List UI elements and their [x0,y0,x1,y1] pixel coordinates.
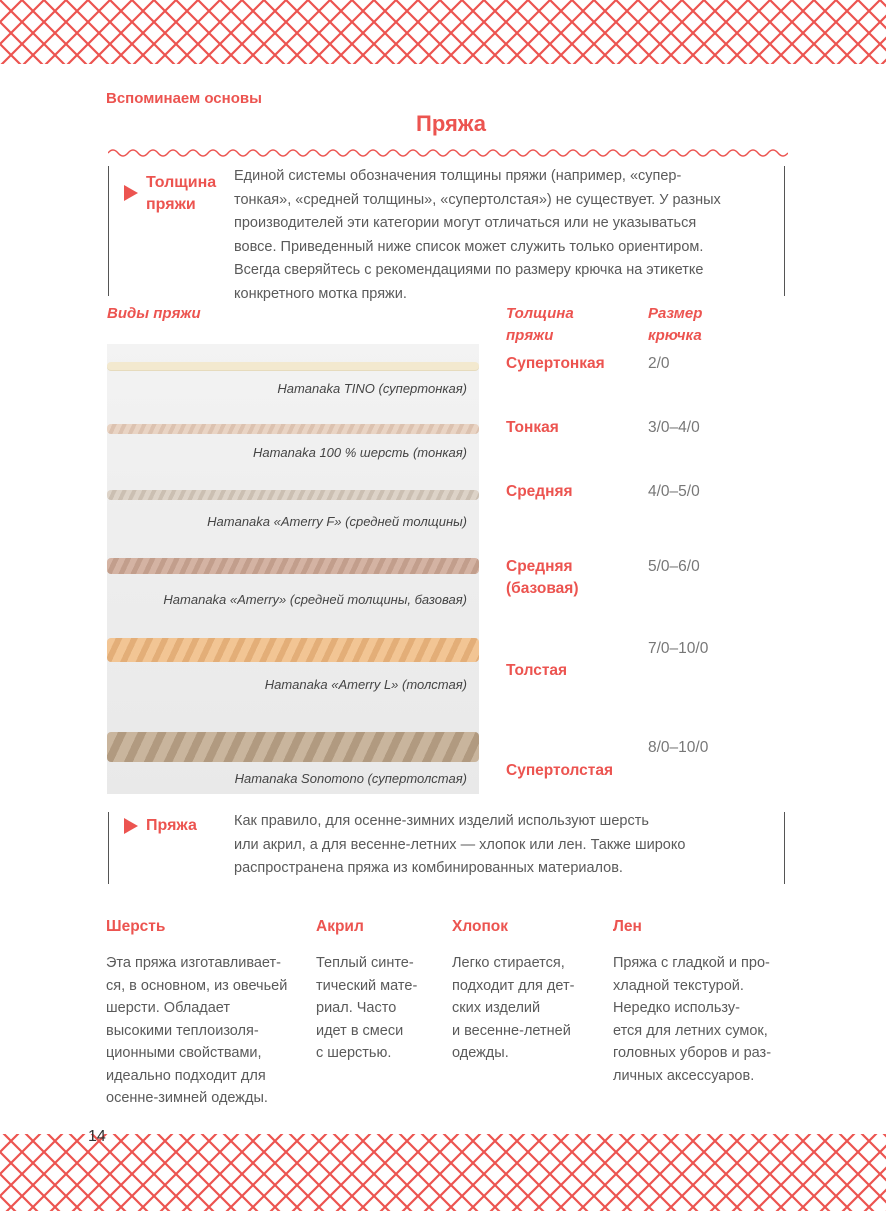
arrow-right-icon [124,818,138,834]
category-text: Легко стирается, подходит для дет- ских изделий и весенне-летней одежды. [452,955,575,1061]
yarn-samples-photo [107,344,479,794]
box-right-rule [784,166,785,296]
yarn-label-2: Hamanaka 100 % шерсть (тонкая) [252,445,467,460]
category-linen [613,918,803,1087]
category-text: Пряжа с гладкой и про- хладной текстурой. Нередко использу- ется для летних сумок, головных уборов и раз- личных аксессуаров. [613,955,772,1084]
yarn-strand-5 [107,638,479,662]
yarn-strand-1 [107,362,479,370]
yarn-label-1: Hamanaka TINO (супертонкая) [277,381,467,396]
yarn-box-text: Как правило, для осенне-зимних изделий используют шерсть или акрил, а для весенне-летних — хлопок или лен. Также широко распространена пряжа из комбинированных материалов. [234,813,686,876]
yarn-label-5: Hamanaka «Amerry L» (толстая) [264,677,467,692]
table-header-hook-size: Размер крючка [648,305,703,344]
hook-size: 7/0–10/0 [648,640,709,657]
thickness-box-text: Единой системы обозначения толщины пряжи (например, «супер- тонкая», «средней толщины», «супертолстая») не существует. У разных производителей эти категории могут отличаться или не указываться вовсе. Приведенный ниже список может служить только ориентиром. Всегда сверяйтесь с рекомендациями по размеру крючка на этикетке конкретного мотка пряжи. [234,168,721,302]
top-lattice-pattern [0,0,886,64]
hook-size: 5/0–6/0 [648,558,700,575]
thickness-name: Супертолстая [506,762,614,779]
section-label: Вспоминаем основы [106,90,262,107]
hook-size: 2/0 [648,355,670,372]
box-left-rule [108,812,109,884]
yarn-strand-4 [107,558,479,574]
hook-size: 4/0–5/0 [648,483,700,500]
page-number: 14 [88,1128,106,1145]
category-wool [106,918,306,1110]
yarn-types-heading: Виды пряжи [107,305,201,322]
box-right-rule [784,812,785,884]
thickness-box-title: Толщина пряжи [146,174,217,213]
category-title: Шерсть [106,918,166,935]
decorative-wavy-line [108,144,788,162]
page-title: Пряжа [416,111,486,136]
category-title: Лен [613,918,642,935]
hook-size: 8/0–10/0 [648,739,709,756]
category-text: Теплый синте- тический мате- риал. Часто идет в смеси с шерстью. [316,955,418,1061]
thickness-name: Тонкая [506,419,559,436]
category-title: Акрил [316,918,364,935]
arrow-right-icon [124,185,138,201]
hook-size: 3/0–4/0 [648,419,700,436]
yarn-strand-3 [107,490,479,500]
thickness-name: Средняя [506,483,573,500]
yarn-label-4: Hamanaka «Amerry» (средней толщины, базовая) [163,592,467,607]
yarn-strand-2 [107,424,479,434]
box-left-rule [108,166,109,296]
bottom-lattice-pattern [0,1130,886,1211]
thickness-name: Средняя (базовая) [506,558,579,597]
category-cotton [452,918,602,1065]
table-header-thickness: Толщина пряжи [506,305,574,344]
yarn-label-6: Hamanaka Sonomono (супертолстая) [234,771,467,786]
yarn-strand-6 [107,732,479,762]
thickness-name: Супертонкая [506,355,605,372]
yarn-box-title: Пряжа [146,817,197,834]
category-text: Эта пряжа изготавливает- ся, в основном, из овечьей шерсти. Обладает высокими теплоизоля- ционными свойствами, идеально подходит для осенне-зимней одежды. [106,955,288,1106]
category-acrylic [316,918,446,1065]
category-title: Хлопок [452,918,509,935]
yarn-label-3: Hamanaka «Amerry F» (средней толщины) [207,514,467,529]
thickness-name: Толстая [506,662,568,679]
